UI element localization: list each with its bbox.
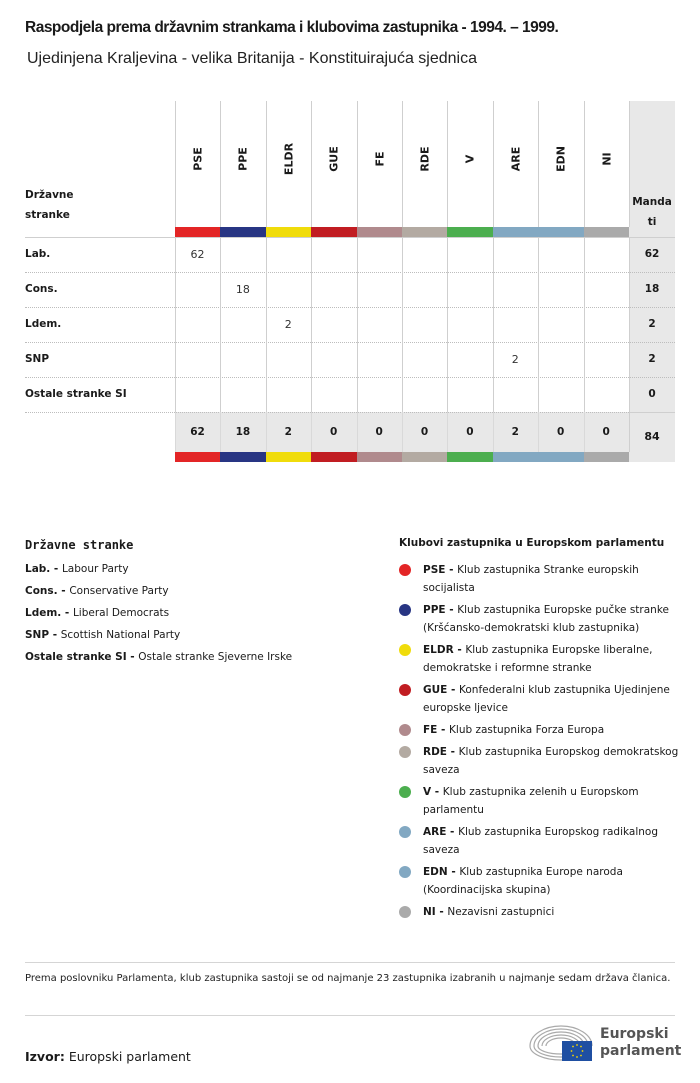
source-line — [25, 1049, 191, 1064]
column-color-bar-bottom — [266, 452, 311, 462]
column-label: PPE — [236, 147, 250, 171]
row-total: 62 — [644, 248, 660, 260]
legend-abbr: Cons. - — [25, 585, 70, 597]
footnote: Prema poslovniku Parlamenta, klub zastupnika sastoji se od najmanje 23 zastupnika izabranih u najmanje sedam država članica. — [25, 973, 671, 984]
row-total: 0 — [648, 388, 656, 400]
legend-name: Klub zastupnika Europskog demokratskog saveza — [423, 746, 679, 776]
seat-distribution-table — [0, 0, 700, 470]
column-header-rde — [402, 101, 447, 227]
column-divider — [311, 237, 312, 412]
hemicycle-icon — [528, 1024, 594, 1062]
column-header-eldr — [266, 101, 311, 227]
page-subtitle: Ujedinjena Kraljevina - velika Britanija - Konstituirajuća sjednica — [27, 50, 477, 67]
legend-name: Klub zastupnika Forza Europa — [449, 724, 605, 736]
row-divider — [25, 377, 675, 378]
ep-logo — [528, 1024, 682, 1064]
column-header-ppe — [220, 101, 265, 227]
logo-text: Europski parlament — [600, 1026, 682, 1059]
legend-name: Liberal Democrats — [72, 607, 170, 619]
column-color-bar — [493, 227, 538, 237]
column-color-bar-bottom — [447, 452, 492, 462]
page-title: Raspodjela prema državnim strankama i klubovima zastupnika - 1994. – 1999. — [25, 19, 559, 36]
divider — [25, 1015, 675, 1016]
column-divider — [493, 237, 494, 412]
legend-abbr: PSE - — [423, 564, 458, 576]
color-dot-icon — [399, 866, 411, 878]
column-color-bar-bottom — [357, 452, 402, 462]
legend-abbr: Lab. - — [25, 563, 62, 575]
column-header-v — [447, 101, 492, 227]
column-total: 2 — [284, 426, 292, 438]
legend-name: Klub zastupnika Stranke europskih socijalista — [423, 564, 639, 594]
column-color-bar — [584, 227, 629, 237]
header-divider — [25, 237, 675, 238]
national-party-legend-item — [25, 563, 129, 575]
legend-abbr: GUE - — [423, 684, 459, 696]
color-dot-icon — [399, 826, 411, 838]
column-color-bar-bottom — [402, 452, 447, 462]
legend-name: Konfederalni klub zastupnika Ujedinjene europske ljevice — [423, 684, 670, 714]
legend-abbr: PPE - — [423, 604, 458, 616]
color-dot-icon — [399, 786, 411, 798]
column-label: GUE — [327, 146, 341, 172]
legend-abbr: Ldem. - — [25, 607, 73, 619]
row-label: Lab. — [25, 248, 51, 260]
legend-text — [423, 721, 681, 739]
legend-abbr: RDE - — [423, 746, 459, 758]
legend-abbr: Ostale stranke SI - — [25, 651, 139, 663]
legend-name: Klub zastupnika Europske pučke stranke (Kršćansko-demokratski klub zastupnika) — [423, 604, 669, 634]
source-value: Europski parlament — [68, 1049, 191, 1064]
legend-name: Klub zastupnika Europe naroda (Koordinacijska skupina) — [423, 866, 623, 896]
color-dot-icon — [399, 906, 411, 918]
column-header-edn — [538, 101, 583, 227]
mandati-column-background — [629, 101, 675, 462]
column-total: 62 — [190, 426, 205, 438]
legend-abbr: V - — [423, 786, 443, 798]
column-header-are — [493, 101, 538, 227]
color-dot-icon — [399, 644, 411, 656]
column-divider — [629, 237, 630, 452]
column-total: 18 — [235, 426, 251, 438]
color-dot-icon — [399, 746, 411, 758]
legend-name: Ostale stranke Sjeverne Irske — [138, 651, 293, 663]
legend-text — [423, 641, 681, 677]
column-total: 0 — [420, 426, 429, 438]
column-color-bar — [447, 227, 492, 237]
column-divider — [402, 237, 403, 412]
column-color-bar — [402, 227, 447, 237]
column-header-gue — [311, 101, 356, 227]
column-total: 0 — [330, 426, 338, 438]
row-header-label: Državne stranke — [25, 189, 74, 221]
column-color-bar-bottom — [493, 452, 538, 462]
totals-divider — [629, 412, 675, 413]
legend-abbr: ARE - — [423, 826, 459, 838]
color-dot-icon — [399, 604, 411, 616]
legend-name: Conservative Party — [69, 585, 169, 597]
mandati-header: Manda ti — [632, 196, 672, 228]
legend-abbr: SNP - — [25, 629, 61, 641]
row-label: Cons. — [25, 283, 58, 295]
table-cell: 18 — [235, 283, 250, 296]
table-cell: 2 — [284, 318, 292, 331]
legend-abbr: EDN - — [423, 866, 460, 878]
legend-text — [423, 903, 681, 921]
column-color-bar — [266, 227, 311, 237]
row-total: 18 — [644, 283, 660, 295]
national-party-legend-item — [25, 651, 292, 663]
column-label: V — [463, 154, 477, 164]
column-color-bar-bottom — [584, 452, 629, 462]
row-divider — [25, 272, 675, 273]
column-color-bar-bottom — [220, 452, 265, 462]
national-party-legend-item — [25, 585, 169, 597]
legend-text — [423, 823, 681, 859]
column-label: FE — [373, 151, 387, 167]
legend-abbr: ELDR - — [423, 644, 466, 656]
national-parties-legend-title: Državne stranke — [25, 538, 134, 552]
national-party-legend-item — [25, 607, 169, 619]
column-label: NI — [600, 152, 614, 166]
table-cell: 62 — [190, 248, 205, 261]
column-label: PSE — [191, 147, 205, 171]
row-label: Ostale stranke SI — [25, 388, 127, 400]
divider — [25, 962, 675, 963]
legend-text — [423, 681, 681, 717]
column-divider — [220, 237, 221, 412]
column-color-bar — [538, 227, 583, 237]
row-divider — [25, 342, 675, 343]
legend-name: Scottish National Party — [60, 629, 181, 641]
legend-name: Nezavisni zastupnici — [447, 906, 555, 918]
grand-total: 84 — [644, 430, 660, 443]
row-divider — [25, 307, 675, 308]
row-label: SNP — [25, 353, 50, 365]
source-label: Izvor: — [25, 1049, 65, 1064]
column-total: 0 — [375, 426, 383, 438]
column-color-bar — [175, 227, 220, 237]
legend-text — [423, 561, 681, 597]
column-total: 0 — [466, 426, 474, 438]
column-total: 0 — [602, 426, 610, 438]
legend-abbr: NI - — [423, 906, 448, 918]
column-divider — [584, 237, 585, 412]
column-label: EDN — [554, 146, 568, 172]
column-total: 0 — [557, 426, 565, 438]
row-divider — [25, 412, 675, 413]
column-color-bar-bottom — [538, 452, 583, 462]
column-header-ni — [584, 101, 629, 227]
legend-abbr: FE - — [423, 724, 450, 736]
column-divider — [357, 237, 358, 412]
color-dot-icon — [399, 564, 411, 576]
legend-name: Klub zastupnika zelenih u Europskom parlamentu — [423, 786, 639, 816]
legend-text — [423, 863, 681, 899]
national-party-legend-item — [25, 629, 180, 641]
legend-name: Labour Party — [61, 563, 129, 575]
column-divider — [447, 237, 448, 412]
column-label: ARE — [509, 146, 523, 172]
color-dot-icon — [399, 684, 411, 696]
legend-text — [423, 601, 681, 637]
column-color-bar — [357, 227, 402, 237]
column-color-bar — [220, 227, 265, 237]
column-divider — [175, 237, 176, 412]
column-header-pse — [175, 101, 220, 227]
row-label: Ldem. — [25, 318, 62, 330]
color-dot-icon — [399, 724, 411, 736]
column-label: RDE — [418, 146, 432, 172]
table-cell: 2 — [511, 353, 519, 366]
row-total: 2 — [648, 353, 656, 365]
column-color-bar — [311, 227, 356, 237]
column-color-bar-bottom — [175, 452, 220, 462]
eu-flag-icon — [562, 1041, 592, 1061]
groups-legend-title: Klubovi zastupnika u Europskom parlamentu — [399, 537, 665, 549]
legend-name: Klub zastupnika Europskog radikalnog saveza — [423, 826, 659, 856]
legend-text — [423, 743, 681, 779]
column-header-fe — [357, 101, 402, 227]
legend-text — [423, 783, 681, 819]
column-color-bar-bottom — [311, 452, 356, 462]
row-total: 2 — [648, 318, 656, 330]
column-divider — [538, 237, 539, 412]
column-divider — [629, 101, 630, 227]
legend-name: Klub zastupnika Europske liberalne, demokratske i reformne stranke — [423, 644, 653, 674]
column-label: ELDR — [282, 142, 296, 176]
column-total: 2 — [511, 426, 519, 438]
